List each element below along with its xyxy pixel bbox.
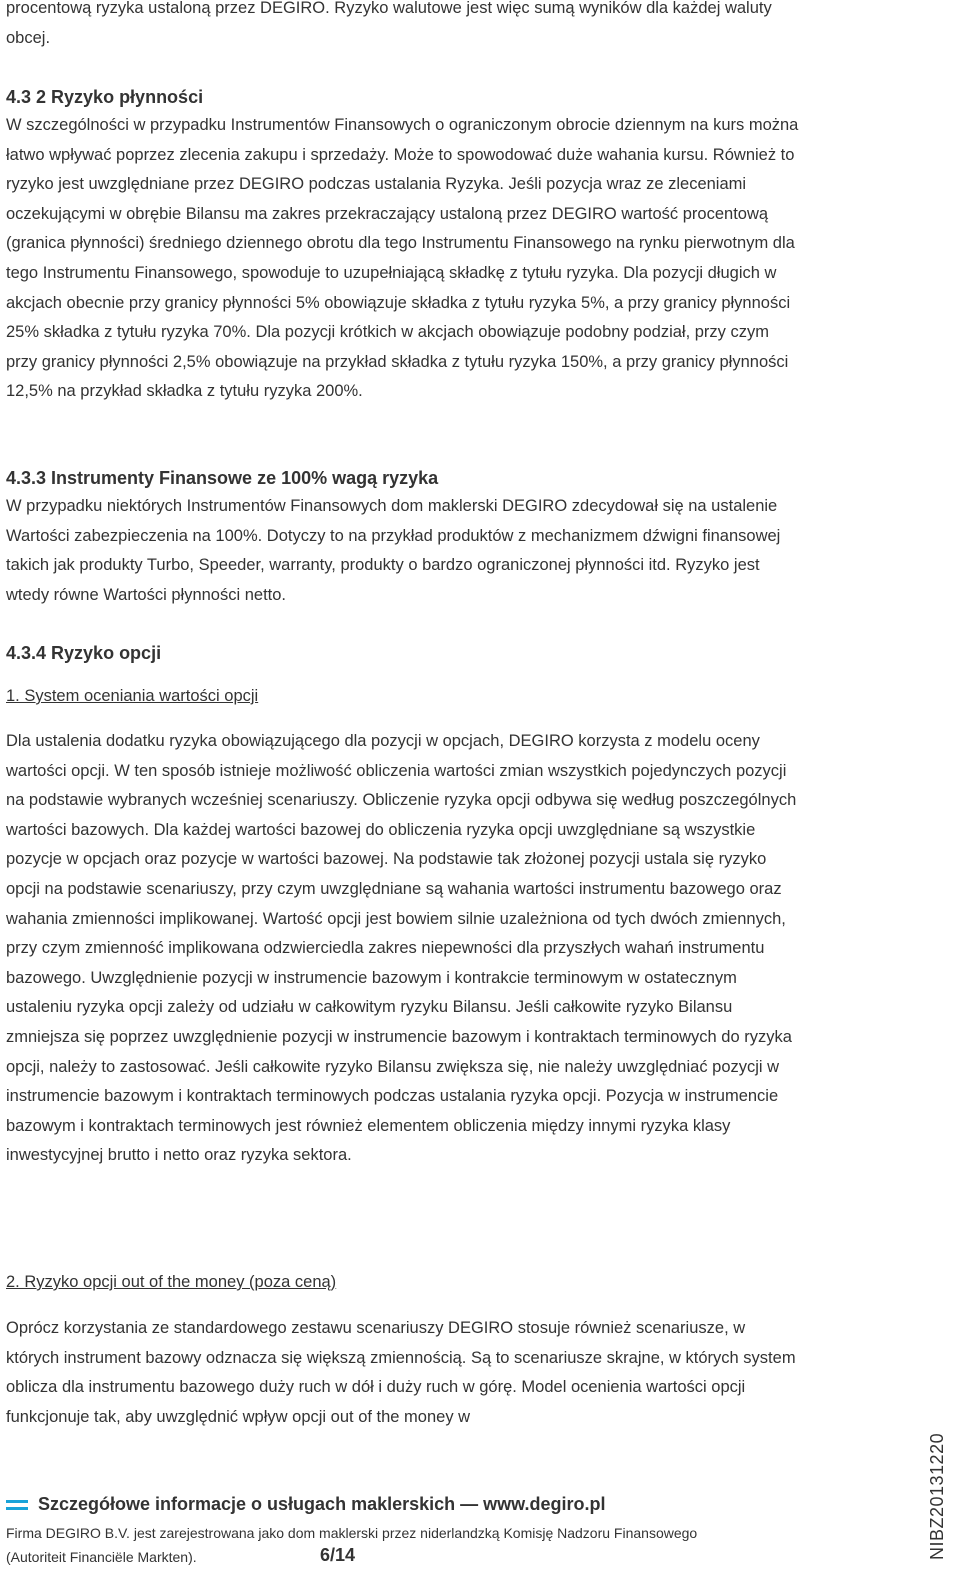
intro-paragraph [6, 0, 801, 53]
document-code: NIBZ20131220 [927, 1432, 947, 1560]
section-body-full-weight: W przypadku niektórych Instrumentów Finansowych dom maklerski DEGIRO zdecydował się na ustalenie Wartości zabezpieczenia na 100%. Dotyczy to na przykład produktów z mechanizmem dźwigni finansowej takich jak produkty Turbo, Speeder, warranty, produkty o bardzo ograniczonej płynności itd. Ryzyko jest wtedy równe Wartości płynności netto. [6, 497, 781, 604]
footer-title-row [6, 1494, 605, 1515]
section-full-weight-instruments [6, 464, 801, 610]
subsection-out-of-money [6, 1268, 801, 1296]
section-liquidity-risk [6, 83, 801, 407]
section-heading-liquidity: 4.3 2 Ryzyko płynności [6, 87, 204, 107]
section-option-risk [6, 639, 801, 667]
footer-registration-line2: (Autoriteit Financiële Markten). [6, 1549, 197, 1565]
intro-text: procentową ryzyka ustaloną przez DEGIRO. Ryzyko walutowe jest więc sumą wyników dla każdej waluty obcej. [6, 0, 772, 47]
subsection-title-valuation: 1. System oceniania wartości opcji [6, 687, 259, 705]
section-body-liquidity: W szczególności w przypadku Instrumentów Finansowych o ograniczonym obrocie dziennym na kurs można łatwo wpływać poprzez zlecenia zakupu i sprzedaży. Może to spowodować duże wahania kursu. Również to ryzyko jest uwzględniane przez DEGIRO podczas ustalania Ryzyka. Jeśli pozycja wraz ze zleceniami oczekującymi w obrębie Bilansu ma zakres przekraczający ustaloną przez DEGIRO wartość procentową (granica płynności) średniego dziennego obrotu dla tego Instrumentu Finansowego na rynku pierwotnym dla tego Instrumentu Finansowego, spowoduje to uzupełniającą składkę z tytułu ryzyka. Dla pozycji długich w akcjach obecnie przy granicy płynności 5% obowiązuje składka z tytułu ryzyka 5%, a przy granicy płynności 25% składka z tytułu ryzyka 70%. Dla pozycji krótkich w akcjach obowiązuje podobny podział, przy czym przy granicy płynności 2,5% obowiązuje na przykład składka z tytułu ryzyka 150%, a przy granicy płynności 12,5% na przykład składka z tytułu ryzyka 200%. [6, 116, 799, 401]
subsection-out-of-money-body [6, 1314, 801, 1432]
page-number: 6/14 [320, 1545, 356, 1565]
footer-title: Szczegółowe informacje o usługach maklerskich — www.degiro.pl [38, 1494, 606, 1514]
degiro-equals-icon [6, 1498, 28, 1512]
section-heading-full-weight: 4.3.3 Instrumenty Finansowe ze 100% wagą ryzyka [6, 468, 439, 488]
subsection-title-out-of-money: 2. Ryzyko opcji out of the money (poza ceną) [6, 1273, 337, 1291]
footer-registration-line1: Firma DEGIRO B.V. jest zarejestrowana jako dom maklerski przez niderlandzką Komisję Nadzoru Finansowego [6, 1525, 698, 1541]
subsection-valuation-body [6, 727, 801, 1171]
out-of-money-body-text: Oprócz korzystania ze standardowego zestawu scenariuszy DEGIRO stosuje również scenariusze, w których instrument bazowy odznacza się większą zmiennością. Są to scenariusze skrajne, w których system oblicza dla instrumentu bazowego duży ruch w dół i duży ruch w górę. Model ocenienia wartości opcji funkcjonuje tak, aby uwzględnić wpływ opcji out of the money w [6, 1319, 796, 1426]
valuation-body-text: Dla ustalenia dodatku ryzyka obowiązującego dla pozycji w opcjach, DEGIRO korzysta z modelu oceny wartości opcji. W ten sposób istnieje możliwość obliczenia wartości zmian wszystkich pojedynczych pozycji na podstawie wybranych wcześniej scenariuszy. Obliczenie ryzyka opcji odbywa się według poszczególnych wartości bazowych. Dla każdej wartości bazowej do obliczenia ryzyka opcji uwzględniane są wszystkie pozycje w opcjach oraz pozycje w wartości bazowej. Na podstawie tak złożonej pozycji ustala się ryzyko opcji na podstawie scenariuszy, przy czym uwzględniane są wahania wartości instrumentu bazowego oraz wahania zmienności implikowanej. Wartość opcji jest bowiem silnie uzależniona od tych dwóch zmiennych, przy czym zmienność implikowana odzwierciedla zakres niepewności dla przyszłych wahań instrumentu bazowego. Uwzględnienie pozycji w instrumencie bazowym i kontrakcie terminowym w ostatecznym ustaleniu ryzyka opcji zależy od udziału w całkowitym ryzyku Bilansu. Jeśli całkowite ryzyko Bilansu zmniejsza się poprzez uwzględnienie pozycji w instrumencie bazowym i kontraktach terminowych do ryzyka opcji, należy to zastosować. Jeśli całkowite ryzyko Bilansu zwiększa się, nie należy uwzględniać pozycji w instrumencie bazowym i kontraktach terminowych podczas ustalania ryzyka opcji. Pozycja w instrumencie bazowym i kontraktach terminowych jest również elementem obliczenia między innymi ryzyka klasy inwestycyjnej brutto i netto oraz ryzyka sektora. [6, 732, 797, 1165]
section-heading-option-risk: 4.3.4 Ryzyko opcji [6, 643, 162, 663]
subsection-option-valuation [6, 682, 801, 710]
